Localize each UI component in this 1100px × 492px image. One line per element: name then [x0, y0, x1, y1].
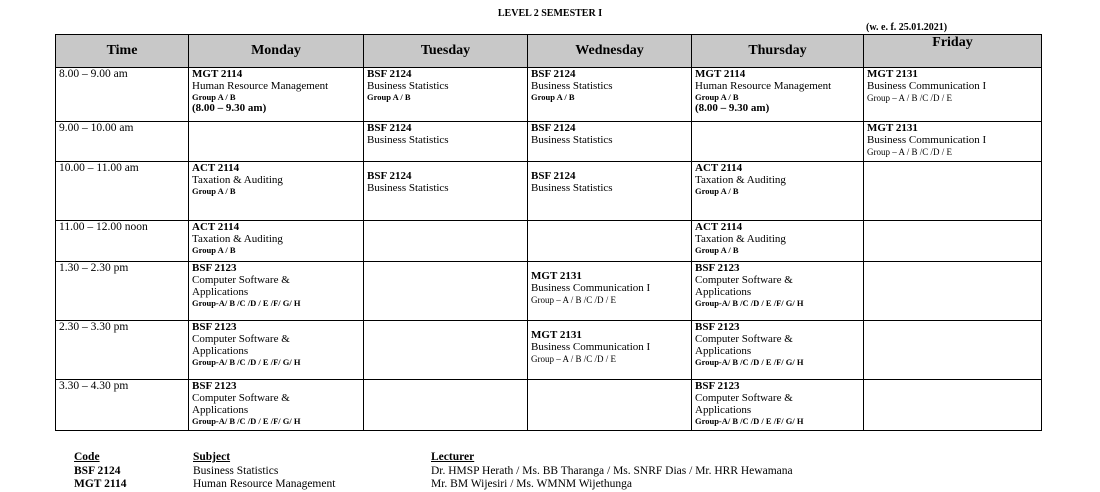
empty-cell: [864, 321, 1042, 380]
legend-code: BSF 2124: [74, 464, 121, 477]
col-header-friday: Friday: [864, 35, 1042, 68]
course-code: BSF 2124: [367, 68, 412, 80]
class-cell: [528, 262, 692, 321]
course-group: Group A / B: [367, 92, 411, 102]
course-subject: Human Resource Management: [192, 80, 329, 92]
class-cell: [692, 221, 864, 262]
course-group: Group-A/ B /C /D / E /F/ G/ H: [192, 416, 301, 426]
col-header-tuesday: Tuesday: [364, 35, 528, 68]
class-cell: [364, 162, 528, 221]
table-row: [56, 262, 1042, 321]
course-code: ACT 2114: [192, 162, 240, 174]
legend-header-lecturer: Lecturer: [431, 451, 475, 463]
course-code: BSF 2124: [367, 170, 412, 182]
course-group: Group – A / B /C /D / E: [867, 93, 953, 103]
time-slot: 11.00 – 12.00 noon: [56, 221, 189, 262]
table-row: [56, 380, 1042, 431]
class-cell: [528, 321, 692, 380]
course-code: MGT 2114: [695, 68, 746, 80]
course-group: Group A / B: [695, 245, 739, 255]
empty-cell: [864, 162, 1042, 221]
table-row: [56, 122, 1042, 162]
course-code: BSF 2123: [192, 262, 237, 274]
course-code: MGT 2131: [867, 68, 918, 80]
empty-cell: [364, 262, 528, 321]
course-legend: [74, 451, 1074, 492]
legend-header-code: Code: [74, 451, 100, 463]
course-subject-cont: Applications: [192, 345, 249, 357]
course-subject: Computer Software &: [192, 392, 290, 404]
course-group: Group – A / B /C /D / E: [531, 354, 617, 364]
course-subject: Business Communication I: [531, 341, 651, 353]
legend-row: [74, 465, 1074, 479]
class-cell: [189, 380, 364, 431]
time-slot: 3.30 – 4.30 pm: [56, 380, 189, 431]
page-title: LEVEL 2 SEMESTER I: [497, 8, 603, 19]
empty-cell: [364, 321, 528, 380]
course-subject: Taxation & Auditing: [192, 233, 283, 245]
time-slot: 1.30 – 2.30 pm: [56, 262, 189, 321]
course-code: MGT 2131: [531, 329, 582, 341]
time-slot: 9.00 – 10.00 am: [56, 122, 189, 162]
course-subject: Taxation & Auditing: [695, 174, 786, 186]
course-code: BSF 2124: [531, 170, 576, 182]
course-group: Group A / B: [192, 245, 236, 255]
empty-cell: [528, 380, 692, 431]
time-slot: 2.30 – 3.30 pm: [56, 321, 189, 380]
course-code: BSF 2124: [531, 68, 576, 80]
course-subject: Business Statistics: [531, 182, 613, 194]
legend-header-subject: Subject: [193, 451, 231, 463]
course-subject: Business Communication I: [867, 80, 987, 92]
course-code: BSF 2123: [695, 262, 740, 274]
course-subject: Business Communication I: [867, 134, 987, 146]
course-subject: Taxation & Auditing: [192, 174, 283, 186]
course-subject: Computer Software &: [695, 274, 793, 286]
class-cell: [364, 68, 528, 122]
course-code: BSF 2123: [192, 380, 237, 392]
course-subject: Taxation & Auditing: [695, 233, 786, 245]
empty-cell: [864, 221, 1042, 262]
course-subject-cont: Applications: [695, 286, 752, 298]
class-cell: [189, 162, 364, 221]
course-subject: Computer Software &: [695, 333, 793, 345]
course-subject: Business Statistics: [367, 134, 449, 146]
class-cell: [692, 68, 864, 122]
course-code: BSF 2123: [192, 321, 237, 333]
class-cell: [189, 262, 364, 321]
empty-cell: [528, 221, 692, 262]
course-subject: Business Statistics: [367, 80, 449, 92]
course-subject-cont: Applications: [695, 345, 752, 357]
course-subject: Human Resource Management: [695, 80, 832, 92]
course-group: Group-A/ B /C /D / E /F/ G/ H: [695, 416, 804, 426]
class-cell: [692, 162, 864, 221]
course-time-note: (8.00 – 9.30 am): [695, 102, 770, 114]
course-subject: Computer Software &: [192, 333, 290, 345]
table-row: [56, 221, 1042, 262]
table-row: [56, 162, 1042, 221]
time-slot: 8.00 – 9.00 am: [56, 68, 189, 122]
course-subject: Business Statistics: [531, 80, 613, 92]
table-row: [56, 68, 1042, 122]
course-group: Group A / B: [192, 186, 236, 196]
course-group: Group – A / B /C /D / E: [531, 295, 617, 305]
legend-code: MGT 2114: [74, 478, 127, 490]
time-slot: 10.00 – 11.00 am: [56, 162, 189, 221]
course-group: Group A / B: [531, 92, 575, 102]
course-subject-cont: Applications: [192, 286, 249, 298]
course-code: MGT 2114: [192, 68, 243, 80]
col-header-monday: Monday: [189, 35, 364, 68]
timetable: [55, 34, 1042, 431]
course-group: Group A / B: [695, 186, 739, 196]
course-code: ACT 2114: [695, 221, 743, 233]
course-group: Group-A/ B /C /D / E /F/ G/ H: [695, 357, 804, 367]
effective-date: (w. e. f. 25.01.2021): [866, 22, 948, 33]
course-subject-cont: Applications: [695, 404, 752, 416]
course-subject: Business Statistics: [367, 182, 449, 194]
legend-row: [74, 478, 1074, 492]
course-subject: Computer Software &: [695, 392, 793, 404]
course-code: BSF 2123: [695, 380, 740, 392]
class-cell: [864, 122, 1042, 162]
course-code: ACT 2114: [695, 162, 743, 174]
class-cell: [692, 321, 864, 380]
class-cell: [864, 68, 1042, 122]
empty-cell: [864, 262, 1042, 321]
class-cell: [189, 68, 364, 122]
course-code: BSF 2124: [531, 122, 576, 134]
course-subject: Business Statistics: [531, 134, 613, 146]
col-header-time: Time: [56, 35, 189, 68]
class-cell: [189, 221, 364, 262]
course-subject: Computer Software &: [192, 274, 290, 286]
class-cell: [528, 122, 692, 162]
empty-cell: [364, 380, 528, 431]
class-cell: [189, 321, 364, 380]
course-group: Group A / B: [192, 92, 236, 102]
course-group: Group A / B: [695, 92, 739, 102]
legend-lecturer: Mr. BM Wijesiri / Ms. WMNM Wijethunga: [431, 478, 632, 490]
col-header-wednesday: Wednesday: [528, 35, 692, 68]
empty-cell: [692, 122, 864, 162]
class-cell: [528, 162, 692, 221]
empty-cell: [864, 380, 1042, 431]
course-subject-cont: Applications: [192, 404, 249, 416]
course-code: ACT 2114: [192, 221, 240, 233]
class-cell: [364, 122, 528, 162]
course-group: Group-A/ B /C /D / E /F/ G/ H: [192, 298, 301, 308]
class-cell: [692, 380, 864, 431]
timetable-header-row: [56, 35, 1042, 68]
course-code: MGT 2131: [531, 270, 582, 282]
course-group: Group – A / B /C /D / E: [867, 147, 953, 157]
empty-cell: [364, 221, 528, 262]
course-time-note: (8.00 – 9.30 am): [192, 102, 267, 114]
class-cell: [528, 68, 692, 122]
course-group: Group-A/ B /C /D / E /F/ G/ H: [192, 357, 301, 367]
col-header-thursday: Thursday: [692, 35, 864, 68]
legend-header-row: [74, 451, 1074, 465]
class-cell: [692, 262, 864, 321]
course-group: Group-A/ B /C /D / E /F/ G/ H: [695, 298, 804, 308]
table-row: [56, 321, 1042, 380]
course-code: BSF 2123: [695, 321, 740, 333]
legend-lecturer: Dr. HMSP Herath / Ms. BB Tharanga / Ms. SNRF Dias / Mr. HRR Hewamana: [431, 464, 793, 477]
course-code: MGT 2131: [867, 122, 918, 134]
course-subject: Business Communication I: [531, 282, 651, 294]
legend-subject: Human Resource Management: [193, 478, 336, 490]
legend-subject: Business Statistics: [193, 464, 279, 477]
empty-cell: [189, 122, 364, 162]
course-code: BSF 2124: [367, 122, 412, 134]
